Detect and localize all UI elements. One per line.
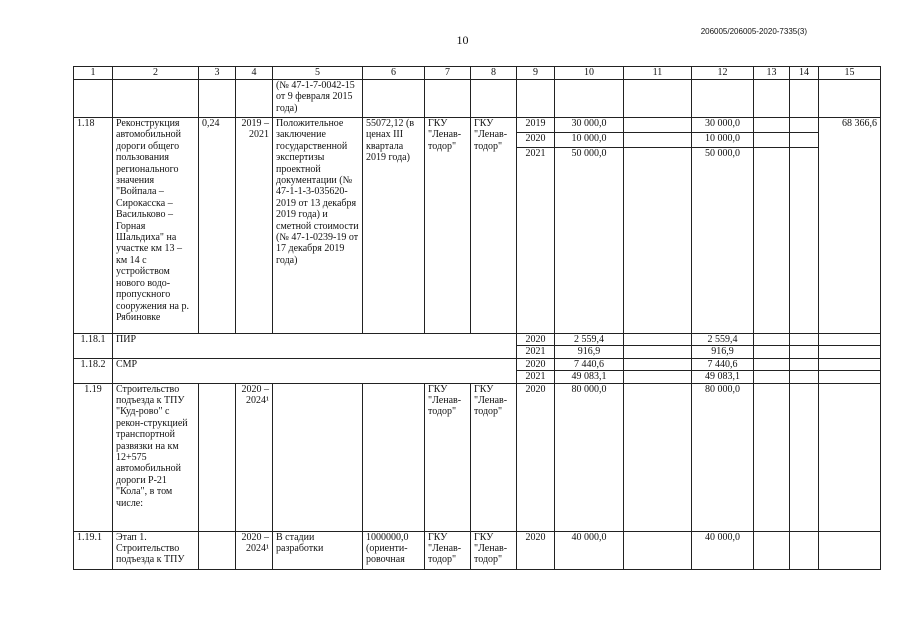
page-number: 10 xyxy=(456,33,469,47)
object-name: ПИР xyxy=(113,334,517,359)
row-number: 1.18 xyxy=(74,118,113,334)
amount-cell: 49 083,1 xyxy=(692,371,754,383)
amount-cell: 916,9 xyxy=(692,346,754,358)
amount-cell: 7 440,6 xyxy=(692,358,754,370)
col-header: 10 xyxy=(555,67,624,80)
cost-cell: 1000000,0 (ориенти-ровочная xyxy=(363,531,425,569)
customer-cell: ГКУ "Ленав-тодор" xyxy=(425,118,471,334)
period-cell: 2020 – 2024¹ xyxy=(236,531,273,569)
object-name: Реконструкция автомобильной дороги общего пользования регионального значения "Войпала – Сирокасска – Васильково – Горная Шальдиха" на участке км 13 – км 14 с устройством нового водо-пропускного сооружения на р. Рябиновке xyxy=(113,118,199,334)
period-cell: 2019 – 2021 xyxy=(236,118,273,334)
col-header: 1 xyxy=(74,67,113,80)
amount-cell: 80 000,0 xyxy=(692,383,754,531)
col-header: 12 xyxy=(692,67,754,80)
column-number-row xyxy=(74,67,881,80)
year-cell: 2021 xyxy=(517,371,555,383)
expertise-cell: В стадии разработки xyxy=(273,531,363,569)
col-header: 6 xyxy=(363,67,425,80)
cost-cell: 55072,12 (в ценах III квартала 2019 года) xyxy=(363,118,425,334)
year-cell: 2020 xyxy=(517,383,555,531)
contractor-cell: ГКУ "Ленав-тодор" xyxy=(471,383,517,531)
year-cell: 2021 xyxy=(517,346,555,358)
col-header: 13 xyxy=(754,67,790,80)
year-cell: 2019 xyxy=(517,118,555,133)
table-row xyxy=(74,383,881,531)
contractor-cell: ГКУ "Ленав-тодор" xyxy=(471,531,517,569)
col-header: 4 xyxy=(236,67,273,80)
row-number: 1.19 xyxy=(74,383,113,531)
year-cell: 2020 xyxy=(517,531,555,569)
amount-cell: 80 000,0 xyxy=(555,383,624,531)
row-number: 1.18.2 xyxy=(74,358,113,383)
amount-cell: 30 000,0 xyxy=(555,118,624,133)
amount-cell: 916,9 xyxy=(555,346,624,358)
customer-cell: ГКУ "Ленав-тодор" xyxy=(425,531,471,569)
amount-cell: 30 000,0 xyxy=(692,118,754,133)
table-row xyxy=(74,358,881,370)
year-cell: 2020 xyxy=(517,358,555,370)
amount-cell: 40 000,0 xyxy=(555,531,624,569)
amount-cell: 7 440,6 xyxy=(555,358,624,370)
total-cell: 68 366,6 xyxy=(819,118,881,334)
contractor-cell: ГКУ "Ленав-тодор" xyxy=(471,118,517,334)
table-row xyxy=(74,118,881,133)
amount-cell: 40 000,0 xyxy=(692,531,754,569)
expertise-cell: (№ 47-1-7-0042-15 от 9 февраля 2015 года) xyxy=(273,80,363,118)
col-header: 8 xyxy=(471,67,517,80)
col-header: 5 xyxy=(273,67,363,80)
document-id: 206005/206005-2020-7335(3) xyxy=(700,27,807,36)
year-cell: 2020 xyxy=(517,133,555,148)
object-name: СМР xyxy=(113,358,517,383)
object-name: Строительство подъезда к ТПУ "Куд-рово" с рекон-струкцией транспортной развязки на км 12+575 автомобильной дороги Р-21 "Кола", в том числе: xyxy=(113,383,199,531)
period-cell: 2020 – 2024¹ xyxy=(236,383,273,531)
amount-cell: 50 000,0 xyxy=(555,148,624,334)
col-header: 15 xyxy=(819,67,881,80)
amount-cell: 2 559,4 xyxy=(692,334,754,346)
object-name: Этап 1. Строительство подъезда к ТПУ xyxy=(113,531,199,569)
year-cell: 2021 xyxy=(517,148,555,334)
expertise-cell: Положительное заключение государственной экспертизы проектной документации (№ 47-1-1-3-035620-2019 от 13 декабря 2019 года) и сметной стоимости (№ 47-1-0239-19 от 17 декабря 2019 года) xyxy=(273,118,363,334)
table-row xyxy=(74,334,881,346)
table-row xyxy=(74,80,881,118)
program-table xyxy=(73,66,881,570)
customer-cell: ГКУ "Ленав-тодор" xyxy=(425,383,471,531)
amount-cell: 50 000,0 xyxy=(692,148,754,334)
capacity-cell: 0,24 xyxy=(199,118,236,334)
amount-cell: 49 083,1 xyxy=(555,371,624,383)
col-header: 2 xyxy=(113,67,199,80)
row-number: 1.18.1 xyxy=(74,334,113,359)
col-header: 14 xyxy=(790,67,819,80)
col-header: 7 xyxy=(425,67,471,80)
col-header: 3 xyxy=(199,67,236,80)
amount-cell: 10 000,0 xyxy=(555,133,624,148)
table-row xyxy=(74,531,881,569)
col-header: 9 xyxy=(517,67,555,80)
col-header: 11 xyxy=(624,67,692,80)
row-number: 1.19.1 xyxy=(74,531,113,569)
amount-cell: 10 000,0 xyxy=(692,133,754,148)
amount-cell: 2 559,4 xyxy=(555,334,624,346)
year-cell: 2020 xyxy=(517,334,555,346)
